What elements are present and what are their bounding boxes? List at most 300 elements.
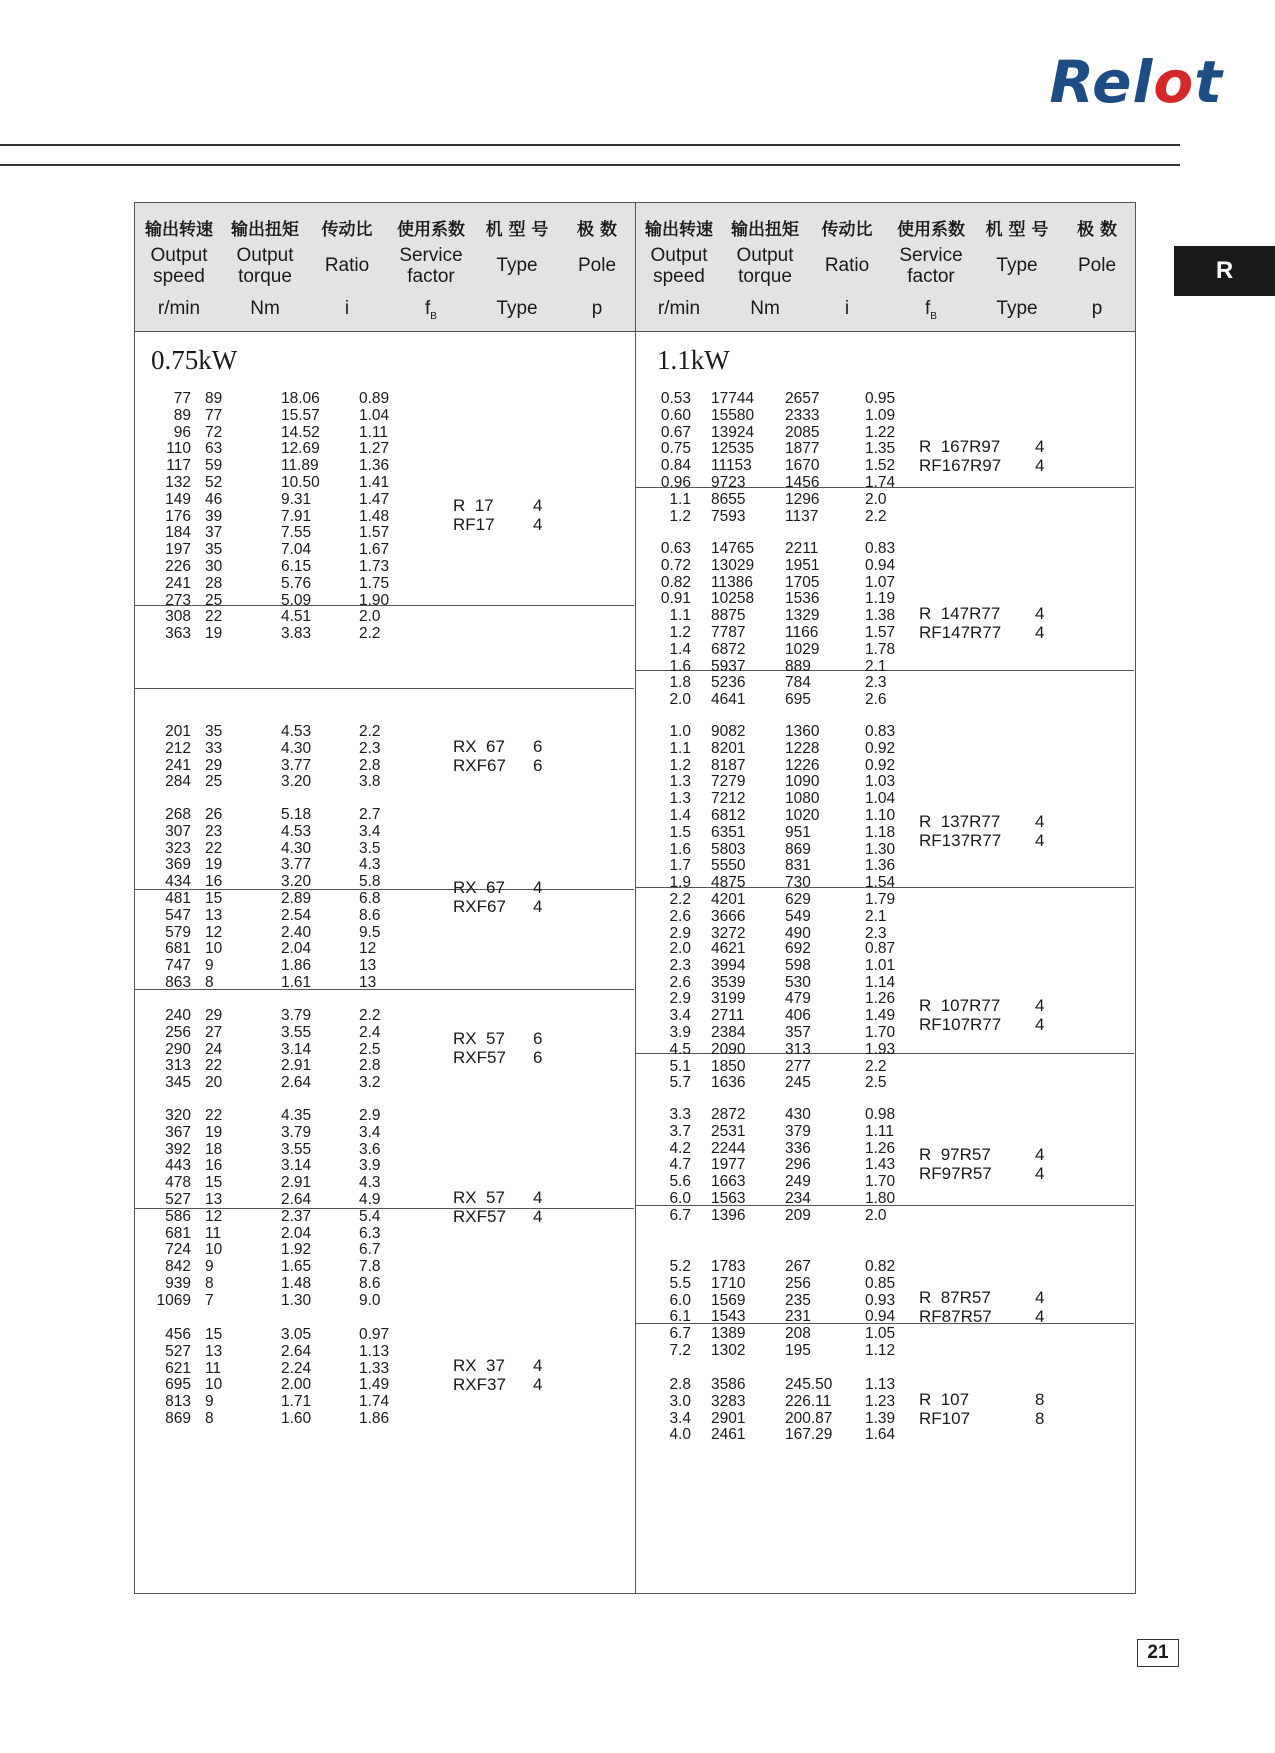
- header-en-word: torque: [738, 266, 792, 287]
- pole-count: 4: [1035, 831, 1045, 851]
- gear-type: RF17: [453, 515, 495, 534]
- ratio: 1029: [785, 640, 820, 658]
- service-factor: 1.70: [865, 1024, 896, 1041]
- service-factor: 4.3: [359, 856, 381, 874]
- service-factor: 6.7: [359, 1241, 381, 1259]
- output-speed: 1.3: [669, 790, 691, 808]
- output-speed: 2.8: [669, 1376, 691, 1393]
- header-cn-label: 传动比: [821, 220, 873, 240]
- gear-type: RXF67: [453, 755, 506, 775]
- gear-type: R 97R57: [919, 1144, 991, 1164]
- output-torque: 15580: [711, 406, 755, 424]
- service-factor: 0.94: [865, 556, 896, 574]
- output-torque: 3994: [711, 956, 746, 974]
- output-torque: 19: [205, 625, 223, 643]
- service-factor: 1.48: [359, 507, 390, 525]
- output-torque: 77: [205, 406, 223, 424]
- output-torque: 24: [205, 1040, 223, 1058]
- ratio: 3.55: [281, 1140, 312, 1158]
- pole-count: 6: [533, 736, 543, 756]
- output-speed: 0.96: [660, 474, 691, 491]
- service-factor: 12: [359, 940, 377, 958]
- ratio: 695: [785, 691, 811, 709]
- output-torque: 14765: [711, 540, 755, 557]
- service-factor: 0.94: [865, 1308, 896, 1326]
- ratio: 2.64: [281, 1342, 312, 1360]
- service-factor: 2.3: [359, 739, 381, 757]
- header-unit-text: r/min: [657, 298, 701, 319]
- ratio: 14.52: [281, 423, 320, 441]
- output-torque: 19: [205, 856, 223, 874]
- header-cn-label: 输出转速: [145, 220, 213, 240]
- pole-count: 4: [1035, 623, 1045, 642]
- header-cn-label: 机 型 号: [985, 220, 1049, 240]
- output-torque: 11: [205, 1224, 222, 1242]
- service-factor: 1.49: [865, 1007, 896, 1025]
- ratio: 1329: [785, 607, 820, 625]
- output-speed: 1.2: [669, 756, 691, 774]
- output-torque: 8201: [711, 739, 746, 757]
- pole-count: 4: [1035, 1163, 1045, 1183]
- output-speed: 149: [165, 490, 191, 508]
- output-torque: 8875: [711, 607, 746, 625]
- gear-group: [135, 389, 634, 645]
- ratio: 2.91: [281, 1174, 312, 1192]
- service-factor: 1.04: [359, 406, 390, 424]
- ratio: 1360: [785, 723, 820, 740]
- ratio: 1226: [785, 756, 820, 774]
- output-speed: 117: [166, 457, 191, 475]
- header-unit-text: f: [425, 298, 431, 319]
- output-torque: 7: [205, 1291, 214, 1309]
- output-torque: 8187: [711, 756, 746, 774]
- service-factor: 1.39: [865, 1409, 896, 1427]
- ratio: 3.79: [281, 1007, 312, 1024]
- ratio: 1296: [785, 490, 820, 508]
- header-unit-text: p: [591, 298, 603, 319]
- ratio: 15.57: [281, 406, 320, 424]
- service-factor: 2.6: [865, 691, 887, 709]
- output-torque: 13: [205, 906, 223, 924]
- gear-group: [635, 722, 1134, 944]
- header-unit-text: Type: [996, 298, 1038, 319]
- header-en-label: [1059, 255, 1135, 276]
- pole-count: 4: [533, 515, 543, 534]
- output-speed: 6.0: [669, 1291, 691, 1309]
- output-torque: 7787: [711, 624, 746, 641]
- output-torque: 2901: [711, 1409, 746, 1427]
- service-factor: 1.38: [865, 607, 896, 625]
- output-torque: 9: [205, 1258, 214, 1276]
- gear-type: R 137R77: [919, 812, 1001, 832]
- output-torque: 22: [205, 839, 223, 857]
- ratio: 2085: [785, 423, 820, 441]
- output-speed: 369: [165, 856, 191, 874]
- pole-count: 4: [533, 897, 543, 917]
- service-factor: 1.22: [865, 423, 896, 441]
- output-speed: 5.2: [669, 1258, 691, 1275]
- output-speed: 6.7: [669, 1206, 691, 1224]
- output-torque: 3586: [711, 1376, 746, 1393]
- gear-group: [635, 1257, 1134, 1362]
- header-en-word: factor: [407, 266, 455, 287]
- header-unit: [223, 298, 307, 320]
- output-speed: 1069: [156, 1291, 191, 1309]
- output-speed: 3.4: [669, 1007, 691, 1025]
- ratio: 5.09: [281, 591, 312, 609]
- output-torque: 9082: [711, 723, 746, 740]
- ratio: 3.20: [281, 873, 312, 891]
- output-speed: 212: [165, 739, 191, 757]
- output-torque: 8655: [711, 490, 746, 508]
- output-torque: 8: [205, 974, 214, 991]
- header-en-label: [307, 255, 387, 276]
- ratio: 5.18: [281, 806, 312, 823]
- header-en-label: [223, 245, 307, 287]
- output-torque: 2384: [711, 1024, 746, 1041]
- service-factor: 1.03: [865, 773, 896, 791]
- ratio: 730: [785, 874, 811, 892]
- output-speed: 0.75: [660, 440, 691, 458]
- table-row: [635, 507, 1134, 526]
- service-factor: 3.2: [359, 1074, 381, 1092]
- output-torque: 12535: [711, 440, 755, 458]
- pole-count: 4: [533, 1356, 543, 1376]
- header-unit-text: i: [344, 298, 350, 319]
- output-torque: 12: [205, 923, 223, 941]
- output-torque: 1977: [711, 1156, 746, 1174]
- output-speed: 695: [165, 1376, 191, 1394]
- service-factor: 2.5: [359, 1040, 381, 1058]
- output-speed: 240: [165, 1007, 191, 1024]
- output-speed: 176: [165, 507, 191, 525]
- output-speed: 586: [165, 1207, 191, 1225]
- ratio: 2.54: [281, 906, 312, 924]
- service-factor: 1.10: [865, 807, 896, 824]
- output-speed: 6.1: [669, 1308, 691, 1326]
- output-torque: 19: [205, 1123, 223, 1141]
- output-speed: 256: [165, 1023, 191, 1041]
- ratio: 1536: [785, 590, 820, 608]
- ratio: 2211: [785, 540, 819, 557]
- ratio: 1228: [785, 739, 820, 757]
- service-factor: 1.67: [359, 541, 390, 559]
- service-factor: 4.3: [359, 1174, 381, 1192]
- output-speed: 201: [165, 723, 191, 740]
- header-unit: [559, 298, 635, 320]
- output-speed: 77: [173, 390, 191, 407]
- output-speed: 527: [165, 1191, 191, 1208]
- gear-type: RX 57: [453, 1187, 505, 1207]
- service-factor: 1.13: [865, 1376, 896, 1393]
- service-factor: 1.33: [359, 1359, 390, 1377]
- output-torque: 4621: [711, 940, 746, 957]
- header-en-label: [475, 255, 559, 276]
- output-torque: 9: [205, 957, 214, 975]
- header-unit-sub: B: [930, 310, 937, 322]
- output-speed: 1.6: [669, 840, 691, 858]
- service-factor: 2.2: [359, 1007, 381, 1024]
- ratio: 336: [785, 1139, 811, 1157]
- output-torque: 4201: [711, 891, 746, 908]
- output-torque: 13: [205, 1191, 223, 1208]
- output-speed: 132: [165, 474, 191, 491]
- service-factor: 1.11: [865, 1122, 895, 1140]
- ratio: 1.65: [281, 1258, 312, 1276]
- ratio: 1.71: [281, 1393, 312, 1411]
- output-speed: 813: [165, 1393, 191, 1411]
- relot-logo: Relot: [1049, 48, 1223, 116]
- service-factor: 1.11: [359, 423, 389, 441]
- output-torque: 22: [205, 1107, 223, 1124]
- service-factor: 9.5: [359, 923, 381, 941]
- header-cn-label: 输出扭矩: [731, 220, 799, 240]
- header-col-1-5: [1059, 203, 1135, 331]
- header-col-1-3: [887, 203, 975, 331]
- output-speed: 3.0: [669, 1392, 691, 1410]
- ratio: 1.92: [281, 1241, 312, 1259]
- output-torque: 5803: [711, 840, 746, 858]
- gear-group: [635, 539, 1134, 711]
- output-torque: 1563: [711, 1190, 746, 1207]
- output-speed: 434: [165, 873, 191, 891]
- ratio: 357: [785, 1024, 811, 1041]
- power-heading-right: 1.1kW: [657, 345, 730, 375]
- output-speed: 2.9: [669, 924, 691, 942]
- gear-type: R 107R77: [919, 995, 1001, 1015]
- service-factor: 2.3: [865, 674, 887, 692]
- pole-count: 4: [1035, 1307, 1045, 1327]
- ratio: 2.04: [281, 940, 312, 958]
- service-factor: 0.83: [865, 540, 896, 557]
- gear-group: [135, 1006, 634, 1094]
- gear-type: RXF37: [453, 1375, 506, 1395]
- ratio: 2.89: [281, 890, 312, 907]
- ratio: 208: [785, 1325, 811, 1343]
- table-row: [635, 1341, 1134, 1360]
- ratio: 4.51: [281, 608, 312, 626]
- header-unit-text: i: [844, 298, 850, 319]
- ratio: 430: [785, 1106, 811, 1123]
- service-factor: 2.2: [359, 723, 381, 740]
- output-torque: 35: [205, 541, 223, 559]
- header-unit-text: f: [925, 298, 931, 319]
- output-torque: 52: [205, 474, 223, 491]
- pole-count: 8: [1035, 1408, 1045, 1428]
- service-factor: 1.26: [865, 990, 896, 1008]
- header-cn-label: 极 数: [577, 220, 617, 240]
- output-speed: 5.6: [669, 1173, 691, 1191]
- output-speed: 2.0: [669, 940, 691, 957]
- output-speed: 110: [166, 440, 191, 458]
- service-factor: 2.5: [865, 1074, 887, 1092]
- output-speed: 869: [165, 1410, 191, 1427]
- service-factor: 1.26: [865, 1139, 896, 1157]
- service-factor: 0.89: [359, 390, 390, 407]
- ratio: 12.69: [281, 440, 320, 458]
- section-tab-r: R: [1174, 246, 1275, 296]
- service-factor: 1.23: [865, 1392, 896, 1410]
- output-speed: 307: [165, 822, 191, 840]
- output-torque: 25: [205, 773, 223, 791]
- service-factor: 0.92: [865, 739, 896, 757]
- pole-count: 4: [1035, 1144, 1045, 1164]
- output-torque: 1569: [711, 1291, 746, 1309]
- header-unit-text: p: [1091, 298, 1103, 319]
- output-torque: 2090: [711, 1040, 746, 1058]
- header-unit: [887, 298, 975, 322]
- header-unit-text: r/min: [157, 298, 201, 319]
- service-factor: 8.6: [359, 1275, 381, 1292]
- header-col-1-4: [975, 203, 1059, 331]
- service-factor: 13: [359, 974, 377, 991]
- output-speed: 0.67: [660, 423, 691, 441]
- output-speed: 724: [165, 1241, 191, 1259]
- output-torque: 8: [205, 1410, 214, 1427]
- output-torque: 6872: [711, 640, 746, 658]
- ratio: 629: [785, 891, 811, 908]
- header-en-word: Ratio: [824, 255, 870, 276]
- output-torque: 1663: [711, 1173, 746, 1191]
- header-col-1-2: [807, 203, 887, 331]
- output-speed: 4.5: [669, 1040, 691, 1058]
- pole-count: 4: [533, 496, 543, 515]
- service-factor: 1.13: [359, 1342, 390, 1360]
- ratio: 277: [785, 1057, 811, 1075]
- gear-type: RF137R77: [919, 831, 1002, 851]
- pole-count: 4: [533, 878, 543, 898]
- ratio: 2.00: [281, 1376, 312, 1394]
- pole-count: 4: [1035, 456, 1045, 476]
- header-en-label: [975, 255, 1059, 276]
- header-unit: [387, 298, 475, 322]
- output-torque: 3539: [711, 973, 746, 991]
- ratio: 1670: [785, 457, 820, 475]
- ratio: 3.05: [281, 1326, 312, 1343]
- service-factor: 0.87: [865, 940, 896, 957]
- output-torque: 16: [205, 1157, 223, 1175]
- gear-type: RXF57: [453, 1206, 506, 1226]
- service-factor: 13: [359, 957, 377, 975]
- output-speed: 5.1: [669, 1057, 691, 1075]
- output-torque: 4641: [711, 691, 746, 709]
- gear-type: R 167R97: [919, 437, 1001, 457]
- ratio: 313: [785, 1040, 811, 1058]
- header-unit-sub: B: [430, 310, 437, 322]
- ratio: 598: [785, 956, 811, 974]
- service-factor: 1.01: [865, 956, 896, 974]
- output-speed: 3.3: [669, 1106, 691, 1123]
- service-factor: 2.0: [359, 608, 381, 626]
- output-torque: 63: [205, 440, 223, 458]
- output-speed: 268: [165, 806, 191, 823]
- service-factor: 1.74: [865, 474, 896, 491]
- ratio: 2.40: [281, 923, 312, 941]
- output-torque: 26: [205, 806, 223, 823]
- pole-count: 4: [533, 1187, 543, 1207]
- output-speed: 290: [165, 1040, 191, 1058]
- output-torque: 1636: [711, 1074, 746, 1092]
- header-en-word: factor: [907, 266, 955, 287]
- service-factor: 2.1: [865, 907, 887, 925]
- ratio: 4.53: [281, 822, 312, 840]
- header-col-0-1: [223, 203, 307, 331]
- output-speed: 3.7: [669, 1122, 691, 1140]
- header-en-label: [559, 255, 635, 276]
- ratio: 2333: [785, 406, 820, 424]
- service-factor: 1.79: [865, 891, 896, 908]
- ratio: 1.86: [281, 957, 312, 975]
- output-torque: 59: [205, 457, 223, 475]
- output-torque: 22: [205, 1057, 223, 1075]
- gear-type: RF87R57: [919, 1307, 992, 1327]
- service-factor: 1.57: [359, 524, 390, 542]
- output-speed: 2.6: [669, 907, 691, 925]
- output-torque: 27: [205, 1023, 223, 1041]
- output-speed: 363: [165, 625, 191, 643]
- gear-type: RX 67: [453, 878, 505, 898]
- ratio: 249: [785, 1173, 811, 1191]
- pole-count: 6: [533, 1029, 543, 1048]
- service-factor: 2.7: [359, 806, 381, 823]
- output-speed: 579: [165, 923, 191, 941]
- output-torque: 20: [205, 1074, 223, 1092]
- ratio: 1.48: [281, 1275, 312, 1292]
- output-torque: 2244: [711, 1139, 746, 1157]
- header-unit-text: Type: [496, 298, 538, 319]
- output-speed: 3.4: [669, 1409, 691, 1427]
- service-factor: 3.9: [359, 1157, 381, 1175]
- gear-type: RF107R77: [919, 1014, 1002, 1034]
- output-speed: 478: [165, 1174, 191, 1192]
- power-heading-left: 0.75kW: [151, 345, 238, 375]
- output-torque: 1302: [711, 1342, 746, 1359]
- output-torque: 35: [205, 723, 223, 740]
- output-speed: 1.3: [669, 773, 691, 791]
- output-torque: 7279: [711, 773, 746, 791]
- ratio: 1020: [785, 807, 820, 824]
- header-rule-top: [0, 144, 1180, 146]
- ratio: 226.11: [785, 1392, 832, 1410]
- ratio: 245.50: [785, 1376, 833, 1393]
- ratio: 11.89: [281, 457, 319, 475]
- ratio: 479: [785, 990, 811, 1008]
- header-unit: [807, 298, 887, 320]
- header-unit: [135, 298, 223, 320]
- output-torque: 16: [205, 873, 223, 891]
- service-factor: 4.9: [359, 1191, 381, 1208]
- service-factor: 9.0: [359, 1291, 381, 1309]
- output-torque: 39: [205, 507, 223, 525]
- header-col-1-1: [723, 203, 807, 331]
- output-speed: 2.6: [669, 973, 691, 991]
- output-torque: 2711: [711, 1007, 745, 1025]
- service-factor: 1.80: [865, 1190, 896, 1207]
- output-torque: 18: [205, 1140, 223, 1158]
- pole-count: 4: [1035, 995, 1045, 1015]
- output-speed: 481: [165, 890, 191, 907]
- ratio: 18.06: [281, 390, 320, 407]
- ratio: 2.64: [281, 1191, 312, 1208]
- gear-type: RX 37: [453, 1356, 505, 1376]
- header-unit-text: Nm: [750, 298, 780, 319]
- gear-group: [635, 939, 1134, 1094]
- output-torque: 1710: [711, 1274, 746, 1292]
- output-speed: 747: [165, 957, 191, 975]
- page-number: 21: [1137, 1639, 1179, 1667]
- gear-type: R 87R57: [919, 1288, 991, 1308]
- gear-type: RF147R77: [919, 623, 1002, 642]
